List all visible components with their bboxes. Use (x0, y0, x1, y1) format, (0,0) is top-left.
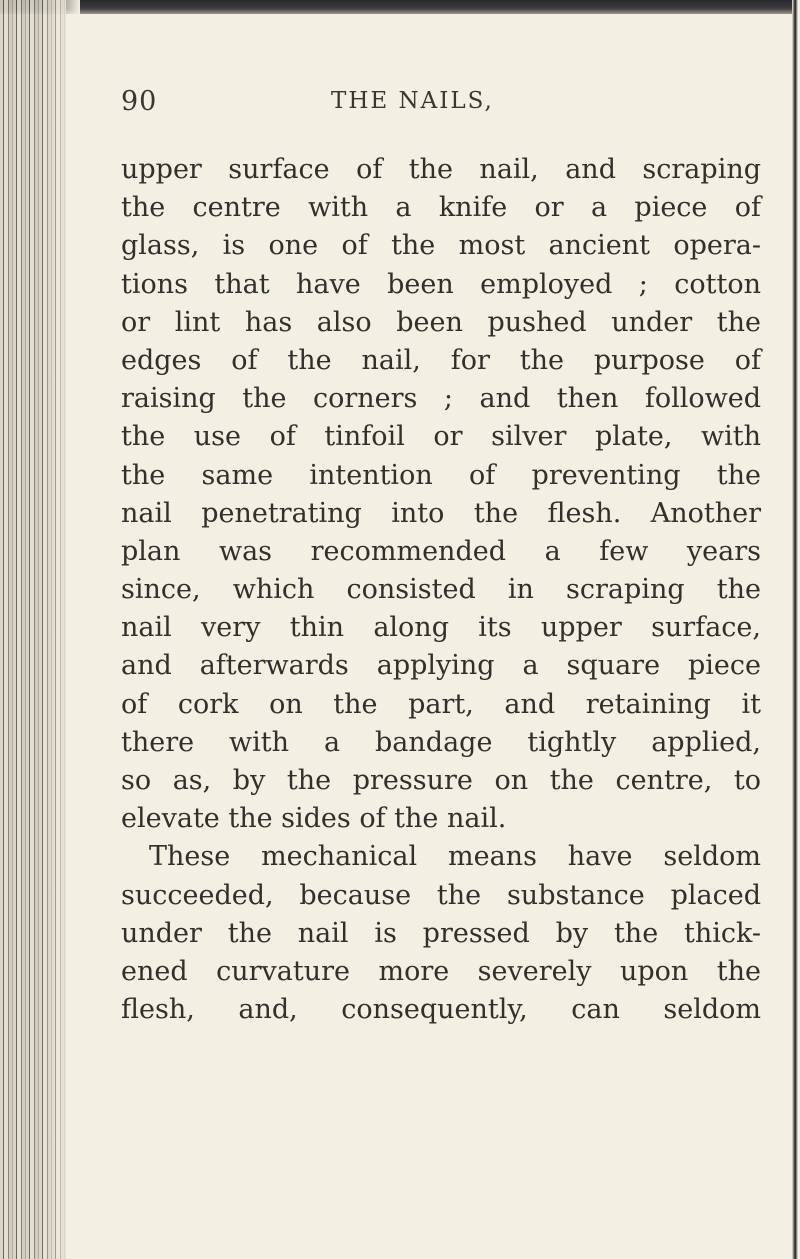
text-line: of cork on the part, and retaining it (121, 688, 761, 720)
text-line: ened curvature more severely upon the (121, 955, 761, 987)
body-text (121, 151, 761, 1029)
text-line: the use of tinfoil or silver plate, with (121, 421, 761, 453)
text-line: upper surface of the nail, and scraping (121, 154, 761, 185)
text-line: and afterwards applying a square piece (121, 650, 761, 682)
text-line: tions that have been employed ; cotton (121, 268, 761, 300)
text-line: elevate the sides of the nail. (121, 803, 507, 835)
page-top-edge (0, 0, 800, 14)
text-line-paragraph-start: These mechanical means have seldom (149, 841, 761, 873)
binding-shadow (40, 0, 80, 1259)
text-line: glass, is one of the most ancient opera- (121, 230, 761, 262)
text-line: nail very thin along its upper surface, (121, 612, 761, 644)
text-line: the centre with a knife or a piece of (121, 192, 761, 224)
text-line: plan was recommended a few years (121, 535, 761, 567)
text-line: under the nail is pressed by the thick- (121, 917, 761, 949)
text-line: edges of the nail, for the purpose of (121, 344, 761, 376)
page-right-edge (792, 0, 800, 1259)
text-line: raising the corners ; and then followed (121, 383, 761, 415)
text-line: flesh, and, consequently, can seldom (121, 994, 761, 1026)
text-line: nail penetrating into the flesh. Another (121, 497, 761, 529)
text-line: so as, by the pressure on the centre, to (121, 765, 761, 796)
text-line: succeeded, because the substance placed (121, 879, 761, 911)
page-number: 90 (121, 86, 158, 117)
text-line: since, which consisted in scraping the (121, 574, 761, 606)
text-line: the same intention of preventing the (121, 459, 761, 491)
page-header (121, 86, 741, 126)
running-title: THE NAILS, (331, 88, 494, 114)
text-line: or lint has also been pushed under the (121, 306, 761, 338)
text-line: there with a bandage tightly applied, (121, 726, 761, 758)
